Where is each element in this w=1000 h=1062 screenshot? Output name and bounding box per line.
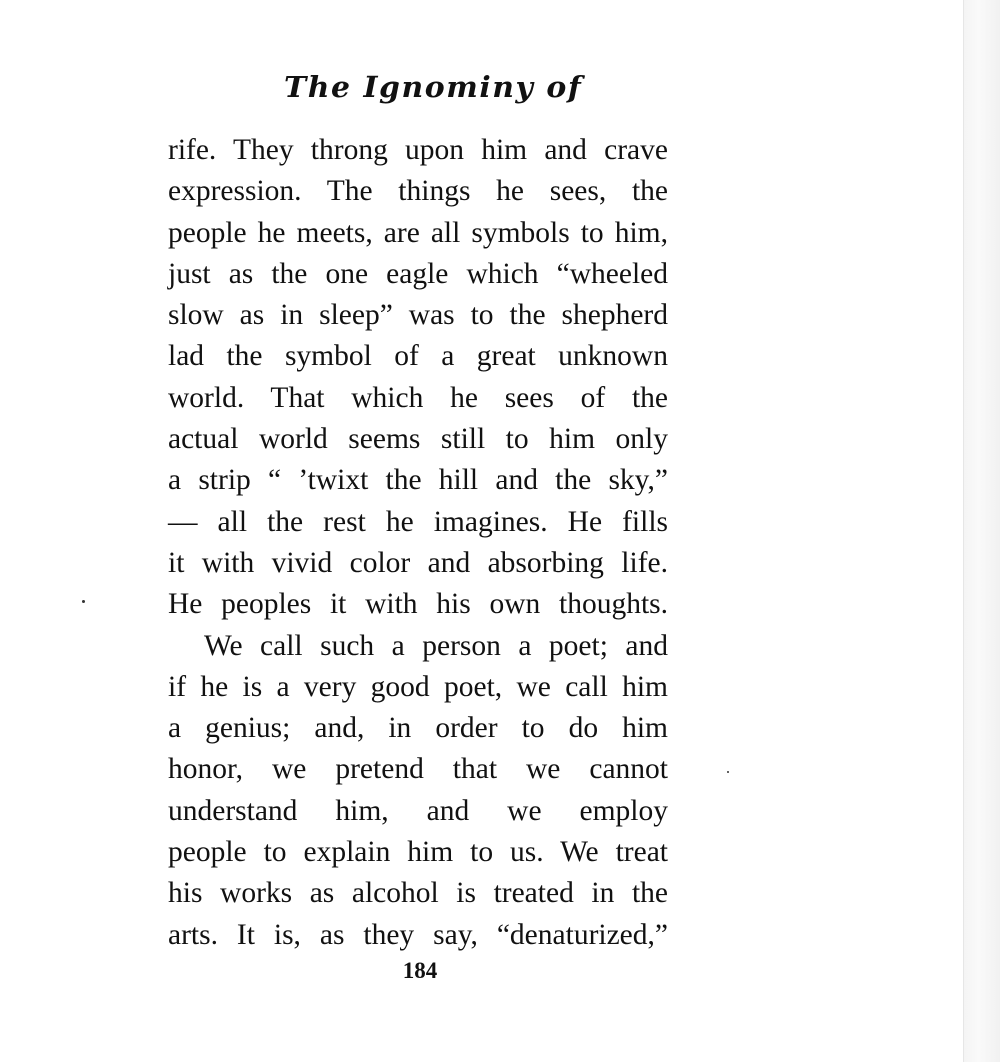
text-line: actual world seems still to him only: [168, 423, 668, 456]
text-line: — all the rest he imagines. He fills: [168, 505, 668, 538]
text-line: his works as alcohol is treated in the: [168, 877, 668, 910]
text-line: He peoples it with his own thoughts.: [168, 588, 668, 621]
text-line: a strip “ ’twixt the hill and the sky,”: [168, 464, 668, 497]
scan-speck: [727, 771, 729, 773]
page-number: 184: [402, 958, 438, 983]
page-edge-strip: [963, 0, 1000, 1062]
text-line: it with vivid color and absorbing life.: [168, 546, 668, 579]
paragraph-start-line: We call such a person a poet; and: [204, 629, 668, 662]
text-line: lad the symbol of a great unknown: [168, 340, 668, 373]
text-line: if he is a very good poet, we call him: [168, 670, 668, 703]
text-line: rife. They throng upon him and crave: [168, 134, 668, 166]
text-line: just as the one eagle which “wheeled: [168, 257, 668, 290]
text-line: people to explain him to us. We treat: [168, 836, 668, 869]
running-header-title: The Ignominy of: [284, 70, 583, 104]
text-line: people he meets, are all symbols to him,: [168, 216, 668, 249]
text-line: understand him, and we employ: [168, 794, 668, 827]
scan-speck: [82, 600, 85, 603]
body-text: [168, 130, 668, 956]
text-line: expression. The things he sees, the: [168, 175, 668, 208]
text-line: honor, we pretend that we cannot: [168, 753, 668, 786]
text-line: arts. It is, as they say, “denaturized,”: [168, 918, 668, 951]
text-line: a genius; and, in order to do him: [168, 712, 668, 745]
text-line: world. That which he sees of the: [168, 381, 668, 414]
text-line: slow as in sleep” was to the shepherd: [168, 299, 668, 332]
